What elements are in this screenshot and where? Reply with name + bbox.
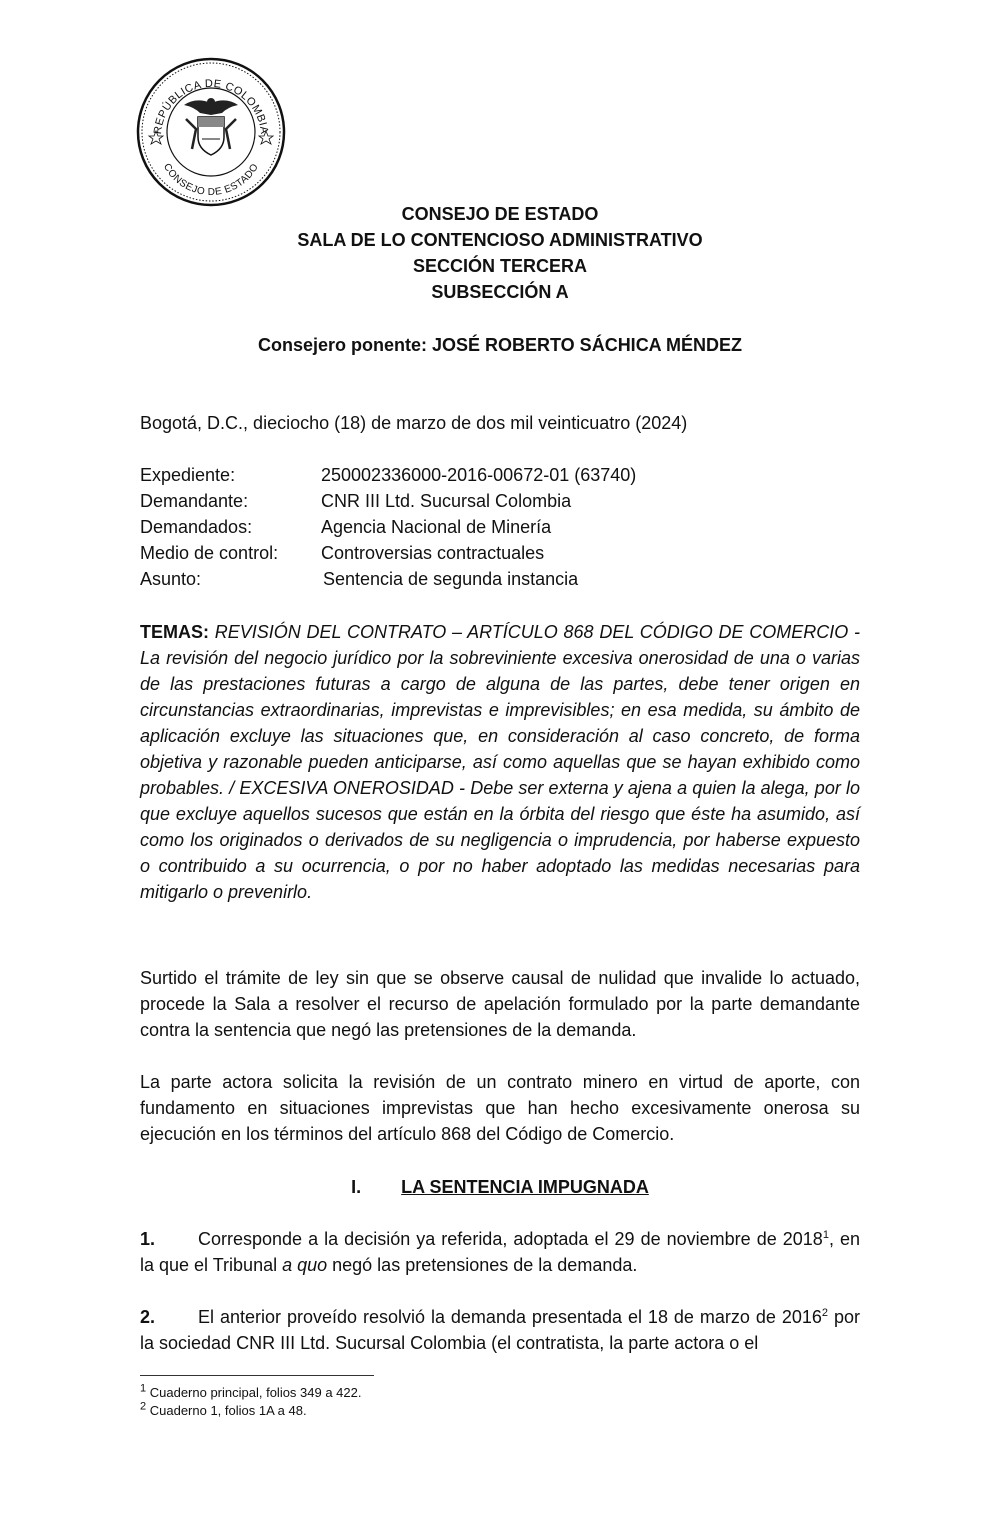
footnote: [140, 1402, 362, 1420]
numbered-paragraph: [140, 1304, 860, 1356]
body-paragraph: La parte actora solicita la revisión de un contrato minero en virtud de aporte, con fundamento en situaciones imprevistas que han hecho excesivamente onerosa su ejecución en los términos del artículo 868 del Código de Comercio.: [140, 1072, 860, 1144]
footnote: [140, 1384, 362, 1402]
header-chamber: SALA DE LO CONTENCIOSO ADMINISTRATIVO: [297, 230, 703, 250]
numbered-paragraph: [140, 1226, 860, 1278]
section-number: I.: [351, 1177, 362, 1197]
case-info-row: [140, 540, 860, 566]
case-info-label: Demandante:: [140, 491, 249, 511]
case-info-label: Expediente:: [140, 465, 236, 485]
footnote-ref[interactable]: 2: [821, 1307, 829, 1319]
temas-label: TEMAS:: [140, 622, 209, 642]
case-info-label: Medio de control:: [140, 543, 279, 563]
court-header: [140, 201, 860, 305]
italic-term: a quo: [282, 1255, 328, 1275]
header-court-name: CONSEJO DE ESTADO: [401, 204, 599, 224]
section-title: LA SENTENCIA IMPUGNADA: [401, 1177, 649, 1197]
case-info-value: CNR III Ltd. Sucursal Colombia: [321, 491, 572, 511]
header-section: SECCIÓN TERCERA: [412, 256, 587, 276]
case-info-row: [140, 488, 860, 514]
footnote-number: 1: [140, 1382, 147, 1395]
body-paragraph: Surtido el trámite de ley sin que se observe causal de nulidad que invalide lo actuado, procede la Sala a resolver el recurso de apelación formulado por la parte demandante contra la sentencia que negó las pretensiones de la demanda.: [140, 968, 860, 1040]
paragraph-text: por la sociedad CNR III Ltd. Sucursal Colombia (el contratista, la parte actora o el: [140, 1307, 860, 1353]
footnote-text: Cuaderno 1, folios 1A a 48.: [146, 1403, 307, 1418]
paragraph-number: 1.: [140, 1229, 156, 1249]
case-info-value: 250002336000-2016-00672-01 (63740): [321, 465, 637, 485]
footnote-ref[interactable]: 1: [822, 1229, 829, 1241]
paragraph-text: El anterior proveído resolvió la demanda presentada el 18 de marzo de 2016: [198, 1307, 822, 1327]
case-info-label: Asunto:: [140, 569, 202, 589]
paragraph-number: 2.: [140, 1307, 156, 1327]
seal-top-text: REPÚBLICA DE COLOMBIA: [151, 77, 271, 135]
case-info-value: Controversias contractuales: [321, 543, 545, 563]
case-info-value: Agencia Nacional de Minería: [321, 517, 552, 537]
case-info-row: [140, 566, 860, 592]
seal-bottom-text: CONSEJO DE ESTADO: [160, 161, 262, 199]
footnote-text: Cuaderno principal, folios 349 a 422.: [146, 1385, 362, 1400]
temas-text: REVISIÓN DEL CONTRATO – ARTÍCULO 868 DEL CÓDIGO DE COMERCIO - La revisión del negocio jurídico por la sobreviniente excesiva onerosidad de una o varias de las prestaciones futuras a cargo de alguna de las partes, debe tener origen en circunstancias extraordinarias, imprevistas e imprevisibles; en esa medida, su ámbito de aplicación excluye las situaciones que, en consideración al caso concreto, de forma objetiva y razonable pueden anticiparse, así como aquellas que se hayan exhibido como probables. / EXCESIVA ONEROSIDAD - Debe ser externa y ajena a quien la alega, por lo que excluye aquellos sucesos que están en la órbita del riesgo que éste ha asumido, así como los originados o derivados de su negligencia o imprudencia, por haberse expuesto o contribuido a su ocurrencia, o por no haber adoptado las medidas necesarias para mitigarlo o prevenirlo.: [140, 622, 860, 902]
paragraph-text: , en la que el Tribunal: [140, 1229, 860, 1275]
consejo-de-estado-seal: [136, 57, 286, 207]
case-info-value: Sentencia de segunda instancia: [323, 569, 579, 589]
footnote-number: 2: [140, 1400, 147, 1413]
section-heading: [140, 1174, 860, 1200]
date-line: Bogotá, D.C., dieciocho (18) de marzo de dos mil veinticuatro (2024): [140, 413, 688, 433]
svg-text:CONSEJO DE ESTADO: [161, 162, 261, 198]
paragraph-text: negó las pretensiones de la demanda.: [327, 1255, 638, 1275]
case-info-row: [140, 462, 860, 488]
paragraph-text: Corresponde a la decisión ya referida, adoptada el 29 de noviembre de 2018: [198, 1229, 823, 1249]
temas-paragraph: [140, 619, 860, 905]
case-info-label: Demandados:: [140, 517, 253, 537]
reporting-judge: Consejero ponente: JOSÉ ROBERTO SÁCHICA MÉNDEZ: [257, 335, 743, 355]
case-info: [140, 462, 860, 592]
case-info-row: [140, 514, 860, 540]
footnote-divider: [140, 1375, 374, 1376]
footnotes: [140, 1384, 362, 1420]
header-subsection: SUBSECCIÓN A: [431, 282, 569, 302]
